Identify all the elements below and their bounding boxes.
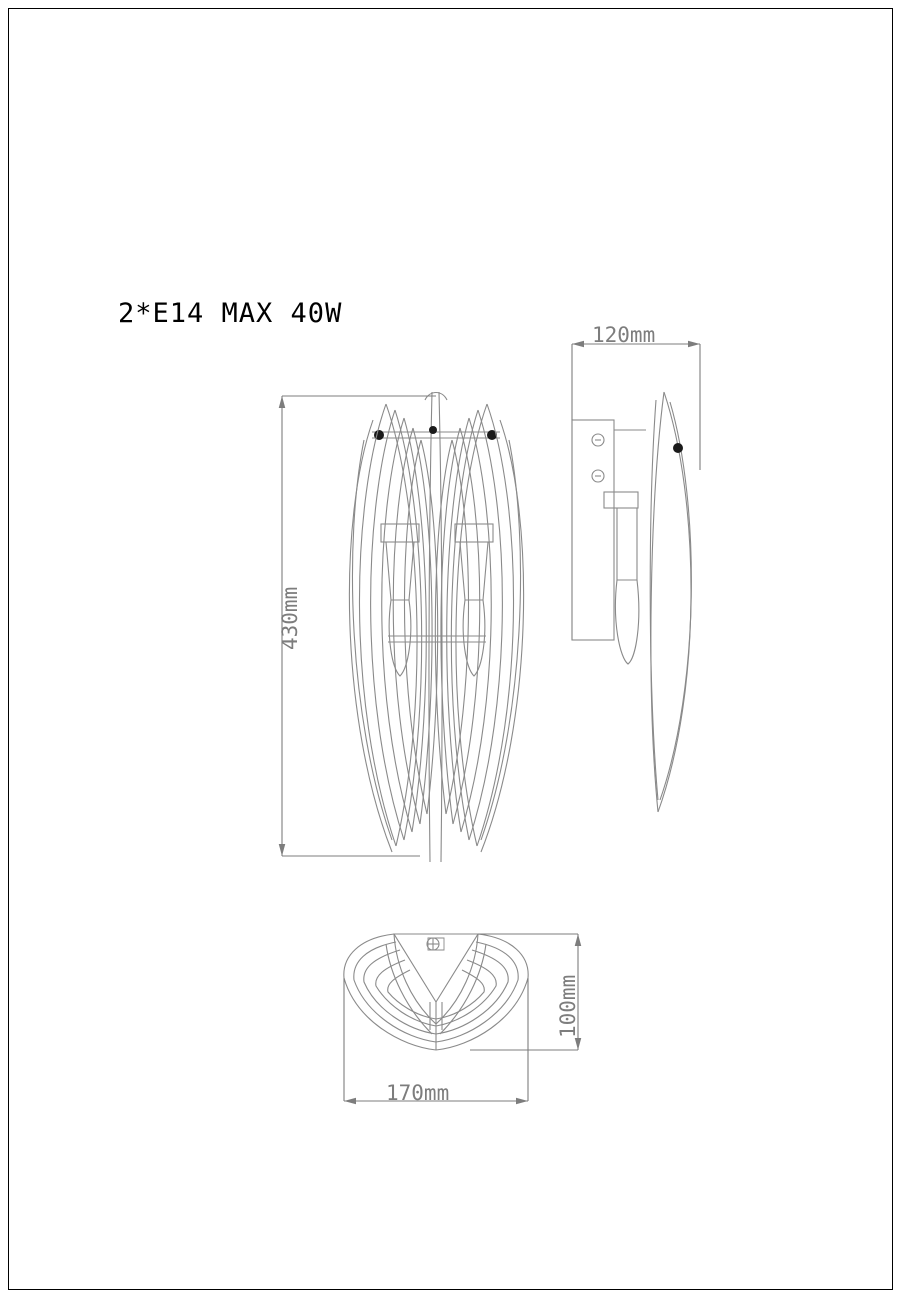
lamp-specification-title: 2*E14 MAX 40W xyxy=(118,298,343,329)
dimension-label-width: 170mm xyxy=(386,1081,450,1105)
dimension-label-projection: 100mm xyxy=(556,974,580,1038)
dimension-label-depth: 120mm xyxy=(592,323,656,347)
dimension-label-height: 430mm xyxy=(278,586,302,650)
